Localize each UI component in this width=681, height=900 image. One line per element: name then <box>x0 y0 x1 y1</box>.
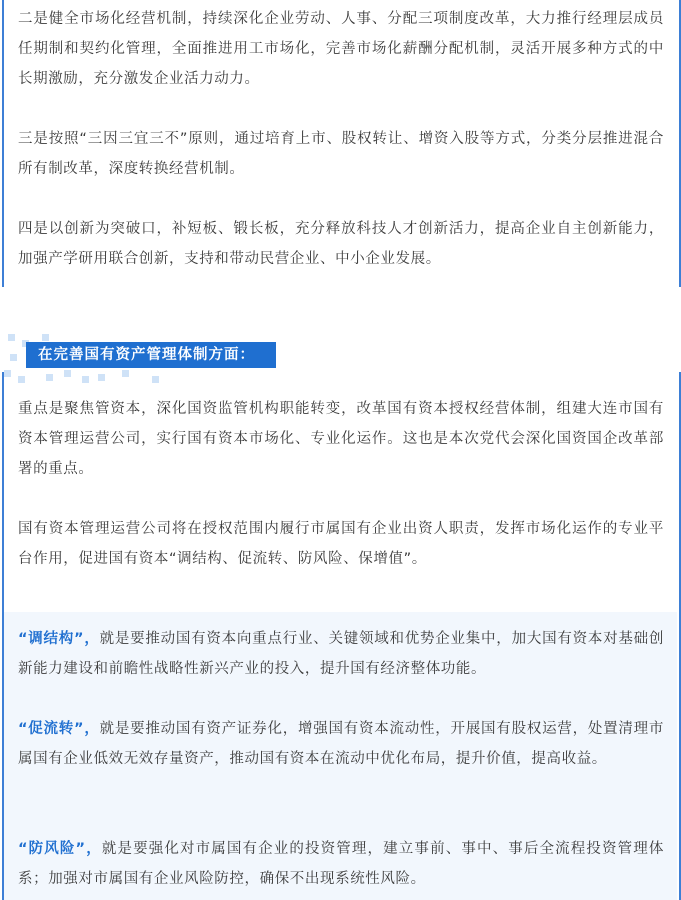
highlight-term: “促流转”， <box>18 721 100 737</box>
paragraph-innovation: 四是以创新为突破口，补短板、锻长板，充分释放科技人才创新活力，提高企业自主创新能力，加强产学研用联合创新，支持和带动民营企业、中小企业发展。 <box>18 221 664 267</box>
paragraph-market-mechanism: 二是健全市场化经营机制，持续深化企业劳动、人事、分配三项制度改革，大力推行经理层成员任期制和契约化管理，全面推进用工市场化，完善市场化薪酬分配机制，灵活开展多种方式的中长期激励，充分激发企业活力动力。 <box>18 11 664 87</box>
highlight-promote-circulation <box>18 714 664 774</box>
paragraph-operating-company: 国有资本管理运营公司将在授权范围内履行市属国有企业出资人职责，发挥市场化运作的专业平台作用，促进国有资本“调结构、促流转、防风险、保增值”。 <box>18 521 664 567</box>
paragraph-mixed-ownership: 三是按照“三因三宜三不”原则，通过培育上市、股权转让、增资入股等方式，分类分层推进混合所有制改革，深度转换经营机制。 <box>18 131 664 177</box>
highlight-text: 就是要推动国有资本向重点行业、关键领域和优势企业集中，加大国有资本对基础创新能力建设和前瞻性战略性新兴产业的投入，提升国有经济整体功能。 <box>18 631 664 677</box>
highlight-term: “调结构”， <box>18 631 100 647</box>
highlight-text: 就是要强化对市属国有企业的投资管理，建立事前、事中、事后全流程投资管理体系；加强对市属国有企业风险防控，确保不出现系统性风险。 <box>18 841 664 887</box>
paragraph-capital-focus: 重点是聚焦管资本，深化国资监管机构职能转变，改革国有资本授权经营体制，组建大连市国有资本管理运营公司，实行国有资本市场化、专业化运作。这也是本次党代会深化国资国企改革部署的重点。 <box>18 401 664 477</box>
highlight-prevent-risk <box>18 834 664 894</box>
section-header <box>2 330 302 390</box>
highlight-text: 就是要推动国有资产证券化，增强国有资本流动性，开展国有股权运营，处置清理市属国有企业低效无效存量资产，推动国有资本在流动中优化布局，提升价值，提高收益。 <box>18 721 664 767</box>
highlight-term: “防风险”， <box>18 841 102 857</box>
section-title: 在完善国有资产管理体制方面： <box>26 342 276 368</box>
highlight-adjust-structure <box>18 624 664 684</box>
